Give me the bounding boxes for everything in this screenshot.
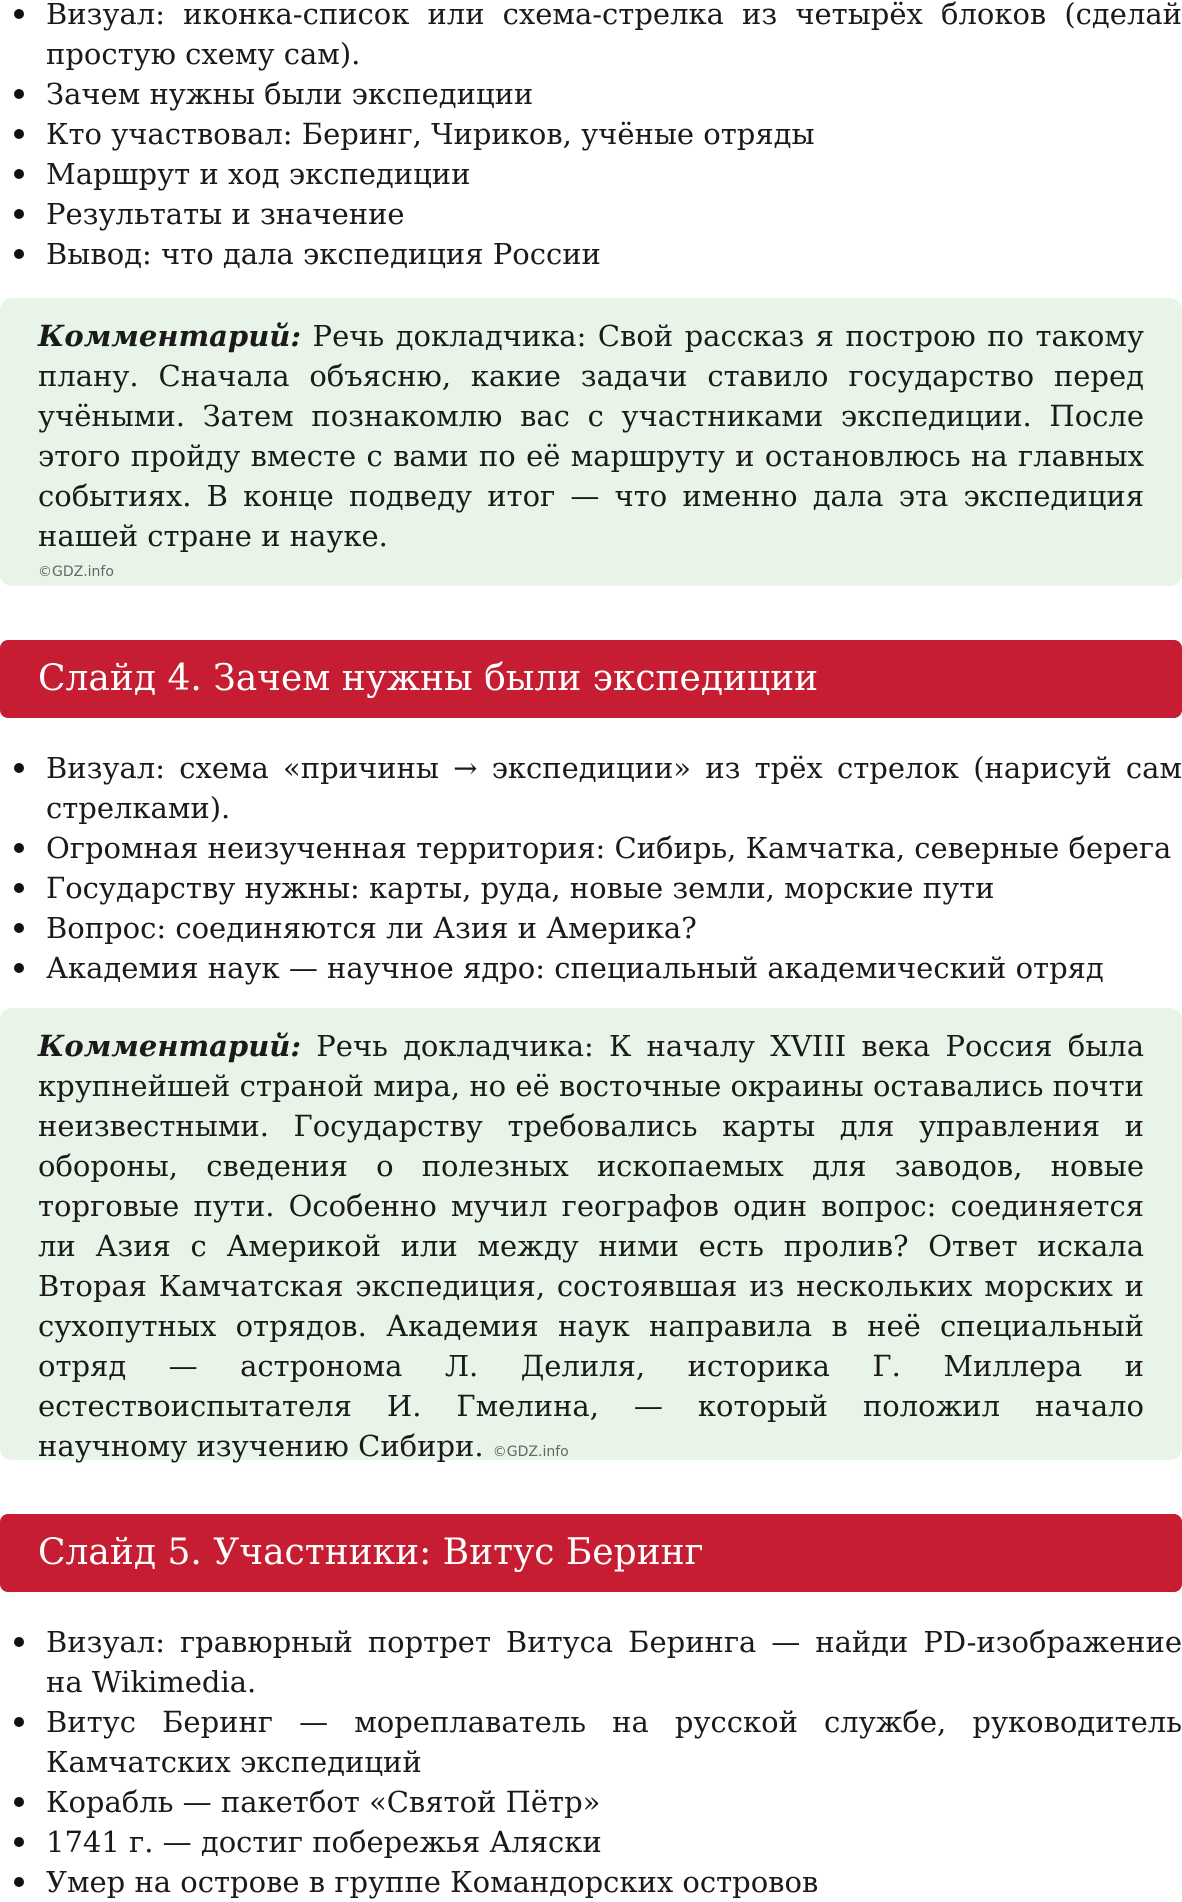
list-item: Визуал: иконка-список или схема-стрелка из четырёх блоков (сделай простую схему сам).: [0, 0, 1182, 74]
slide-header: [0, 640, 1182, 718]
list-item: Кто участвовал: Беринг, Чириков, учёные отряды: [0, 114, 1182, 154]
bullet-icon: [14, 89, 24, 99]
slide-title: Слайд 4. Зачем нужны были экспедиции: [38, 658, 819, 699]
list-item: Результаты и значение: [0, 194, 1182, 234]
watermark: ©GDZ.info: [38, 564, 114, 580]
list-item: Огромная неизученная территория: Сибирь, Камчатка, северные берега: [0, 828, 1182, 868]
bullet-icon: [14, 249, 24, 259]
bullet-icon: [14, 169, 24, 179]
list-item: Маршрут и ход экспедиции: [0, 154, 1182, 194]
list-item: Визуал: схема «причины → экспедиции» из трёх стрелок (нарисуй сам стрелками).: [0, 748, 1182, 828]
list-item: Визуал: гравюрный портрет Витуса Беринга — найди PD-изображение на Wikimedia.: [0, 1622, 1182, 1702]
slide5-bullet-list: [0, 1622, 1182, 1902]
comment-text: Комментарий: Речь докладчика: Свой рассказ я построю по такому плану. Сначала объясню, какие задачи ставило государство перед учёными. Затем познакомлю вас с участниками экспедиции. После этого пройду вместе с вами по её маршруту и остановлюсь на главных событиях. В конце подведу итог — что именно дала эта экспедиция нашей стране и науке.: [38, 319, 1144, 553]
comment-box: [0, 298, 1182, 586]
list-item: Вывод: что дала экспедиция России: [0, 234, 1182, 274]
comment-text: Комментарий: Речь докладчика: К началу XVIII века Россия была крупнейшей страной мира, но её восточные окраины оставались почти неизвестными. Государству требовались карты для управления и обороны, сведения о полезных ископаемых для заводов, новые торговые пути. Особенно мучил географов один вопрос: соединяется ли Азия с Америкой или между ними есть пролив? Ответ искала Вторая Камчатская экспедиция, состоявшая из нескольких морских и сухопутных отрядов. Академия наук направила в неё специальный отряд — астронома Л. Делиля, историка Г. Миллера и естествоиспытателя И. Гмелина, — который положил начало научному изучению Сибири. ©GDZ.info: [38, 1029, 1144, 1463]
list-item: 1741 г. — достиг побережья Аляски: [0, 1822, 1182, 1862]
top-bullet-list: [0, 0, 1182, 274]
list-item: Корабль — пакетбот «Святой Пётр»: [0, 1782, 1182, 1822]
list-item: Умер на острове в группе Командорских островов: [0, 1862, 1182, 1902]
slide4-bullet-list: [0, 748, 1182, 988]
bullet-icon: [14, 923, 24, 933]
comment-label: Комментарий:: [38, 319, 302, 353]
slide-header: [0, 1514, 1182, 1592]
bullet-icon: [14, 1637, 24, 1647]
list-item: Витус Беринг — мореплаватель на русской службе, руководитель Камчатских экспедиций: [0, 1702, 1182, 1782]
list-item: Государству нужны: карты, руда, новые земли, морские пути: [0, 868, 1182, 908]
comment-label: Комментарий:: [38, 1029, 302, 1063]
bullet-icon: [14, 843, 24, 853]
bullet-icon: [14, 9, 24, 19]
list-item: Вопрос: соединяются ли Азия и Америка?: [0, 908, 1182, 948]
list-item: Зачем нужны были экспедиции: [0, 74, 1182, 114]
bullet-icon: [14, 129, 24, 139]
bullet-icon: [14, 883, 24, 893]
slide-title: Слайд 5. Участники: Витус Беринг: [38, 1532, 704, 1573]
bullet-icon: [14, 1837, 24, 1847]
comment-box: [0, 1008, 1182, 1463]
bullet-icon: [14, 1877, 24, 1887]
bullet-icon: [14, 763, 24, 773]
list-item: Академия наук — научное ядро: специальный академический отряд: [0, 948, 1182, 988]
bullet-icon: [14, 1797, 24, 1807]
watermark: ©GDZ.info: [492, 1444, 569, 1460]
bullet-icon: [14, 1717, 24, 1727]
bullet-icon: [14, 209, 24, 219]
bullet-icon: [14, 963, 24, 973]
